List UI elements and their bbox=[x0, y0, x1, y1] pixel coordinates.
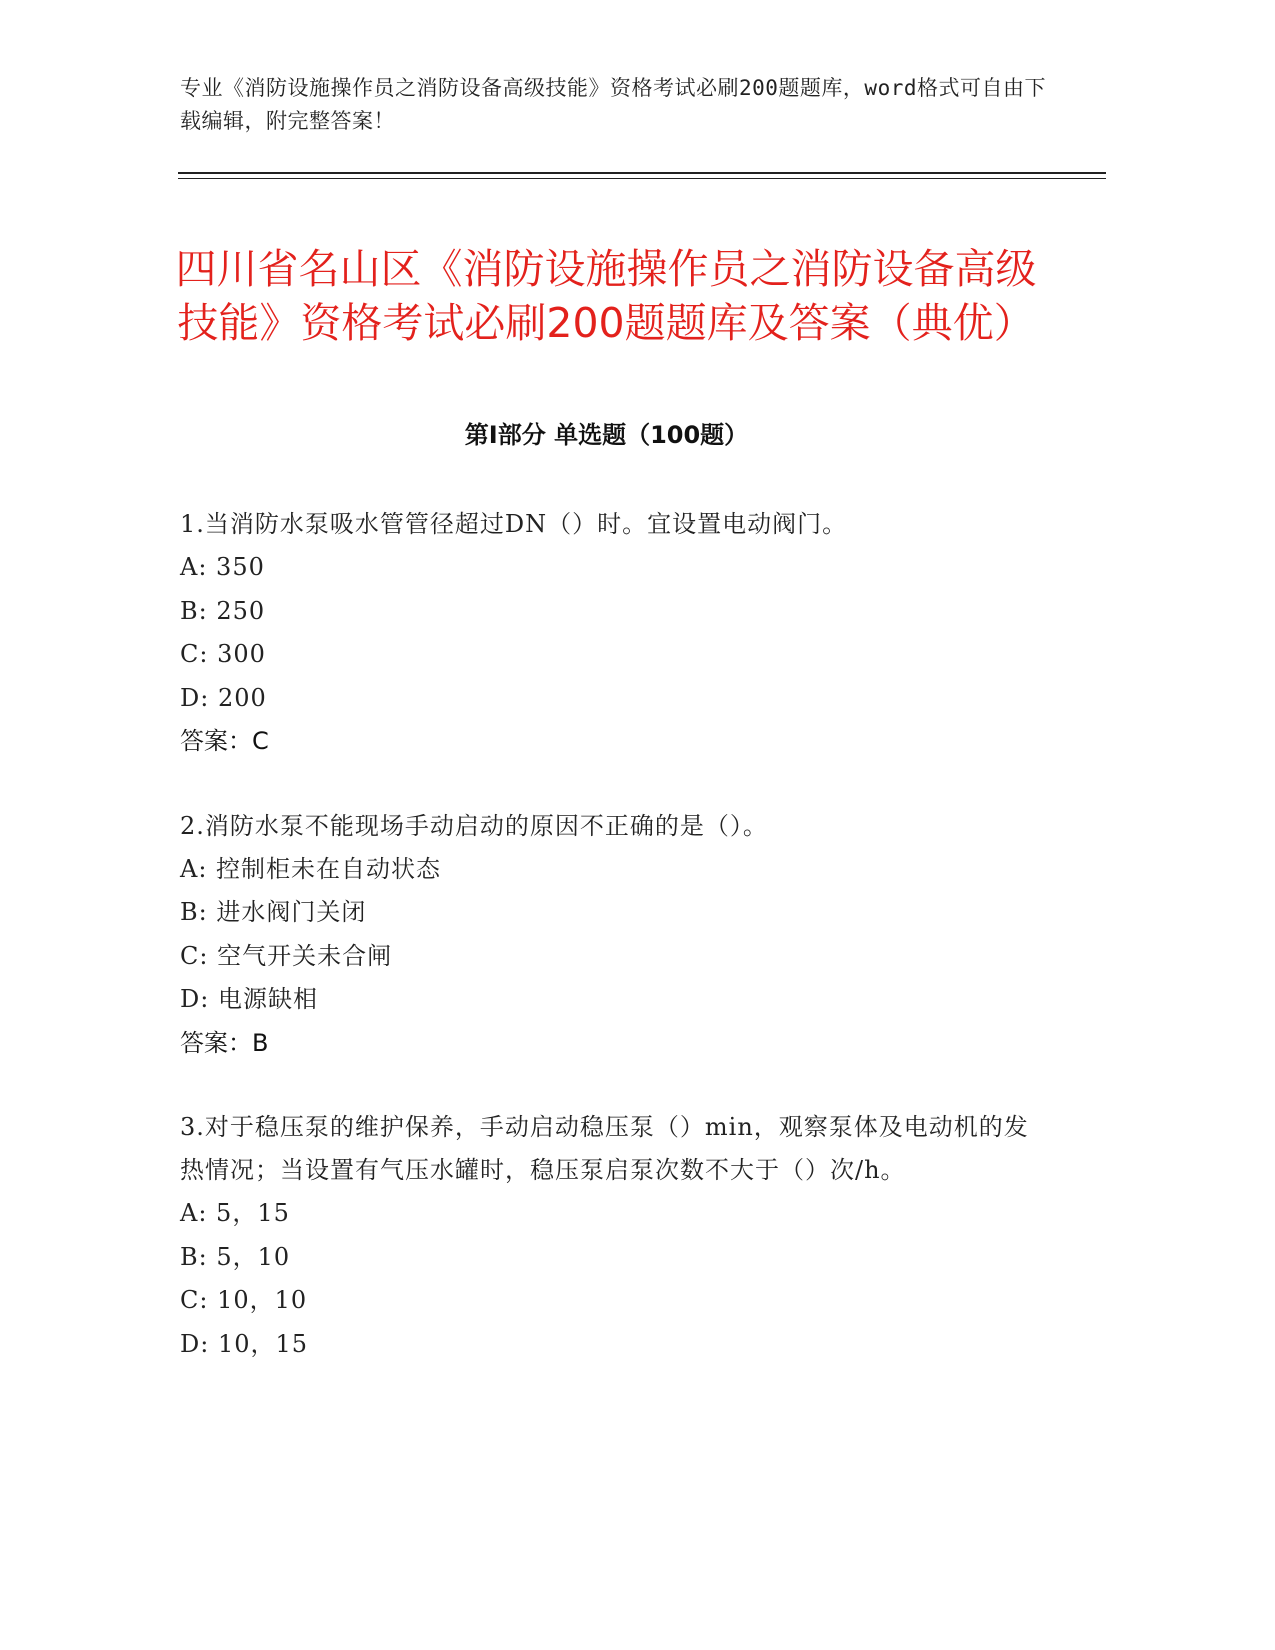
answer-line: 答案：C bbox=[180, 727, 269, 755]
option-a: A: 5，15 bbox=[180, 1199, 290, 1227]
option-a: A: 控制柜未在自动状态 bbox=[180, 854, 442, 883]
question-3 bbox=[180, 1106, 1040, 1366]
question-stem: 3.对于稳压泵的维护保养，手动启动稳压泵（）min，观察泵体及电动机的发热情况；当设置有气压水罐时，稳压泵启泵次数不大于（）次/h。 bbox=[180, 1113, 1029, 1184]
option-d: D: 200 bbox=[180, 683, 267, 712]
option-b: B: 5，10 bbox=[180, 1242, 291, 1271]
question-list bbox=[180, 503, 1040, 1407]
header-divider-thick bbox=[178, 172, 1106, 174]
option-c: C: 300 bbox=[180, 640, 266, 668]
question-stem: 2.消防水泵不能现场手动启动的原因不正确的是（）。 bbox=[180, 811, 768, 840]
section-title: 第Ⅰ部分 单选题（100题） bbox=[464, 421, 749, 449]
option-b: B: 进水阀门关闭 bbox=[180, 898, 367, 926]
document-title: 四川省名山区《消防设施操作员之消防设备高级技能》资格考试必刷200题题库及答案（典优） bbox=[175, 245, 1037, 348]
option-c: C: 空气开关未合闸 bbox=[180, 941, 393, 970]
answer-line: 答案：B bbox=[180, 1028, 269, 1057]
header-note: 专业《消防设施操作员之消防设备高级技能》资格考试必刷200题题库，word格式可自由下载编辑，附完整答案！ bbox=[180, 76, 1046, 133]
question-2 bbox=[180, 805, 1040, 1066]
option-a: A: 350 bbox=[180, 553, 265, 581]
option-d: D: 10，15 bbox=[180, 1329, 309, 1358]
header-divider-thin bbox=[178, 178, 1106, 179]
option-c: C: 10，10 bbox=[180, 1286, 308, 1314]
option-d: D: 电源缺相 bbox=[180, 985, 318, 1013]
option-b: B: 250 bbox=[180, 596, 266, 625]
question-1 bbox=[180, 503, 1040, 764]
question-stem: 1.当消防水泵吸水管管径超过DN（）时。宜设置电动阀门。 bbox=[180, 510, 848, 538]
